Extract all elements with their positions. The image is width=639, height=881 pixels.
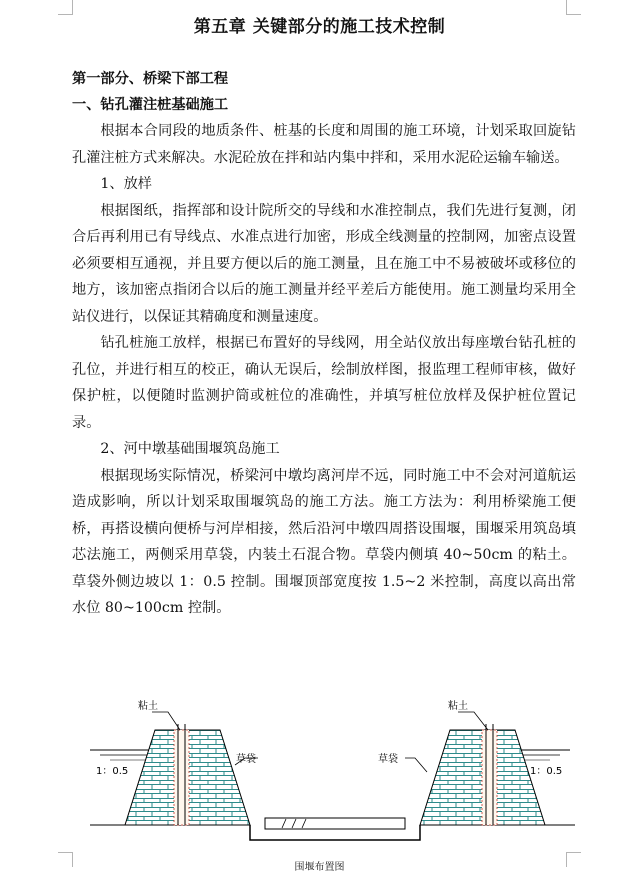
label-clay-left: 粘土 xyxy=(138,701,158,712)
subheading-cofferdam: 2、河中墩基础围堰筑岛施工 xyxy=(100,441,280,457)
figure-caption: 围堰布置图 xyxy=(294,862,345,873)
label-clay-right: 粘土 xyxy=(448,701,468,712)
label-bag-left: 草袋 xyxy=(236,754,256,765)
document-body xyxy=(72,66,576,622)
subheading-layout: 1、放样 xyxy=(100,176,152,192)
paragraph-cofferdam-method: 根据现场实际情况，桥梁河中墩均离河岸不远，同时施工中不会对河道航运造成影响，所以计划采取围堰筑岛的施工方法。施工方法为：利用桥梁施工便桥，再搭设横向便桥与河岸相接，然后沿河中墩四周搭设围堰，围堰采用筑岛填芯法施工，两侧采用草袋，内装土石混合物。草袋内侧填 40~50cm 的粘土。草袋外侧边坡以 1：0.5 控制。围堰顶部宽度按 1.5~2 米控制，高度以高出常水位 80~100cm 控制。 xyxy=(72,467,576,616)
part-heading: 第一部分、桥梁下部工程 xyxy=(72,71,229,87)
right-dam xyxy=(420,724,545,825)
paragraph-intro: 根据本合同段的地质条件、桩基的长度和周围的施工环境，计划采取回旋钻孔灌注桩方式来解决。水泥砼放在拌和站内集中拌和，采用水泥砼运输车输送。 xyxy=(72,123,576,166)
label-bag-right: 草袋 xyxy=(378,754,398,765)
section-heading: 一、钻孔灌注桩基础施工 xyxy=(72,97,229,113)
paragraph-pile-layout: 钻孔桩施工放样，根据已布置好的导线网，用全站仪放出每座墩台钻孔桩的孔位，并进行相互的校正，确认无误后，绘制放样图，报监理工程师审核，做好保护桩，以便随时监测护筒或桩位的准确性，并填写桩位放样及保护桩位置记录。 xyxy=(72,335,576,431)
paragraph-layout-survey: 根据图纸，指挥部和设计院所交的导线和水准控制点，我们先进行复测，闭合后再利用已有导线点、水准点进行加密，形成全线测量的控制网，加密点设置必须要相互通视，并且要方便以后的施工测量，且在施工中不易被破坏或移位的地方，该加密点指闭合以后的施工测量并经平差后方能使用。施工测量均采用全站仪进行，以保证其精确度和测量速度。 xyxy=(72,202,576,325)
label-slope-right: 1：0.5 xyxy=(530,766,563,777)
foundation-pit xyxy=(250,818,420,840)
cofferdam-diagram xyxy=(60,690,580,880)
chapter-title: 第五章 关键部分的施工技术控制 xyxy=(193,17,446,37)
label-slope-left: 1：0.5 xyxy=(96,766,129,777)
left-dam xyxy=(125,724,250,825)
